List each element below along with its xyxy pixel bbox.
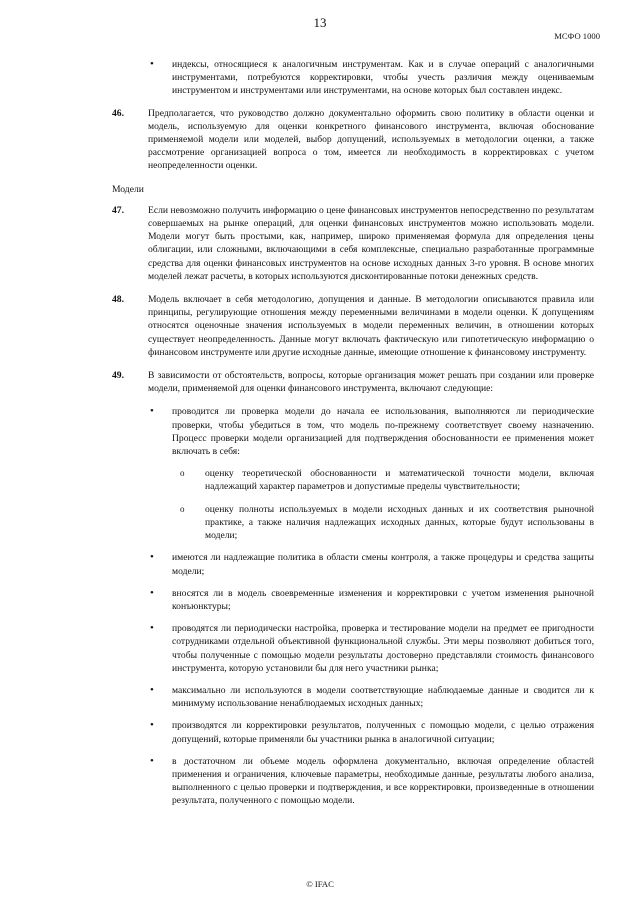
list-item [112,684,594,710]
list-item-text: производятся ли корректировки результатов, полученных с помощью модели, с целью отражения допущений, которые применяли бы участники рынка в аналогичной ситуации; [172,720,594,745]
list-item-text: проводятся ли периодически настройка, проверка и тестирование модели на предмет ее пригодности сотрудниками отдельной объективной функциональной службы. Эти меры позволяют добиться того, чтобы полученные с помощью модели результаты достоверно представляли стоимость финансового инструмента, которую установили бы для него участники рынка; [172,623,594,674]
paragraph-number: 49. [112,370,124,382]
copyright-footer: © IFAC [306,879,334,889]
sub-list-item-text: оценку теоретической обоснованности и математической точности модели, включая надлежащий характер параметров и допустимые пределы чувствительности; [205,468,594,493]
list-item [112,58,594,98]
document-code: МСФО 1000 [554,31,600,41]
bullet-mark: • [150,683,154,696]
bullet-mark: • [150,551,154,564]
paragraph-text: Если невозможно получить информацию о цене финансовых инструментов непосредственно по результатам совершаемых на рынке операций, для оценки финансовых инструментов можно использовать модели. Модели могут быть простыми, как, например, широко применяемая формула для определения цены облигации, или сложными, включающими в себя комплексные, специально разработанные программные средства для оценки финансовых инструментов на основе исходных данных 3-го уровня. В основе многих моделей лежат расчеты, в которых используются дисконтированные потоки денежных средств. [148,204,594,282]
paragraph-text: Модель включает в себя методологию, допущения и данные. В методологии описываются правила или принципы, регулирующие отношения между переменными величинами в модели оценки. К допущениям относятся оценочные значения используемых в модели переменных величин, в отношении которых существует неопределенность. Данные могут включать фактическую или гипотетическую информацию о финансовом инструменте или другие исходные данные, имеющие отношение к финансовому инструменту. [148,294,594,358]
list-item-text: проводится ли проверка модели до начала ее использования, выполняются ли периодические проверки, чтобы убедиться в том, что модель по-прежнему соответствует своему назначению. Процесс проверки модели организацией для подтверждения обоснованности ее применения может включать в себя: [172,406,594,458]
list-item-text: в достаточном ли объеме модель оформлена документально, включая определение областей применения и ограничения, ключевые параметры, необходимые данные, результаты любого анализа, выполненного с целью проверки и подтверждения, и все корректировки, произведенные в отношении результата, полученного с помощью модели. [172,755,594,807]
sub-list-item [112,467,594,493]
list-item [112,405,594,458]
bullet-mark: • [150,719,154,732]
paragraph-number: 48. [112,294,124,306]
list-item-text: имеются ли надлежащие политика в области смены контроля, а также процедуры и средства защиты модели; [172,552,594,577]
paragraph-number: 46. [112,107,124,119]
bullet-mark: • [150,622,154,635]
paragraph-text: В зависимости от обстоятельств, вопросы, которые организация может решать при создании или проверке модели, применяемой для оценки финансового инструмента, включают следующие: [148,370,594,395]
list-item [112,755,594,808]
sub-list-item [112,503,594,543]
paragraph-47 [112,204,594,283]
section-heading: Модели [112,183,144,195]
bullet-mark: • [150,405,154,418]
page-number: 13 [313,15,327,30]
paragraph-number: 47. [112,204,124,216]
list-item-text: индексы, относящиеся к аналогичным инструментам. Как и в случае операций с аналогичными инструментами, потребуются корректировки, чтобы учесть различия между оцениваемым инструментом и инструментами или инструментами, на основе которых был составлен индекс. [172,59,594,97]
list-item [112,587,594,613]
list-item [112,719,594,745]
list-item [112,622,594,675]
paragraph-46 [112,107,594,173]
bullet-mark: • [150,58,154,70]
paragraph-48 [112,293,594,359]
bullet-mark: • [150,754,154,767]
bullet-mark: • [150,586,154,599]
sub-bullet-mark: o [180,468,185,479]
sub-list-item-text: оценку полноты используемых в модели исходных данных и их соответствия рыночной практике, а также наличия надлежащих исходных данных, которые будут использованы в модели; [205,503,594,542]
sub-bullet-mark: o [180,503,185,514]
list-item-text: вносятся ли в модель своевременные изменения и корректировки с учетом изменения рыночной конъюнктуры; [172,587,594,612]
paragraph-text: Предполагается, что руководство должно документально оформить свою политику в области оценки и модель, используемую для оценки конкретного финансового инструмента, включая обоснование применяемой модели или моделей, выбор допущений, используемых в методологии оценки, а также рассмотрение организацией вопроса о том, имеется ли необходимость в корректировках с учетом неопределенности оценки. [148,107,594,172]
list-item-text: максимально ли используются в модели соответствующие наблюдаемые данные и сводится ли к минимуму использование ненаблюдаемых исходных данных; [172,684,594,710]
list-item [112,551,594,577]
page-content [112,58,594,817]
paragraph-49 [112,369,594,395]
